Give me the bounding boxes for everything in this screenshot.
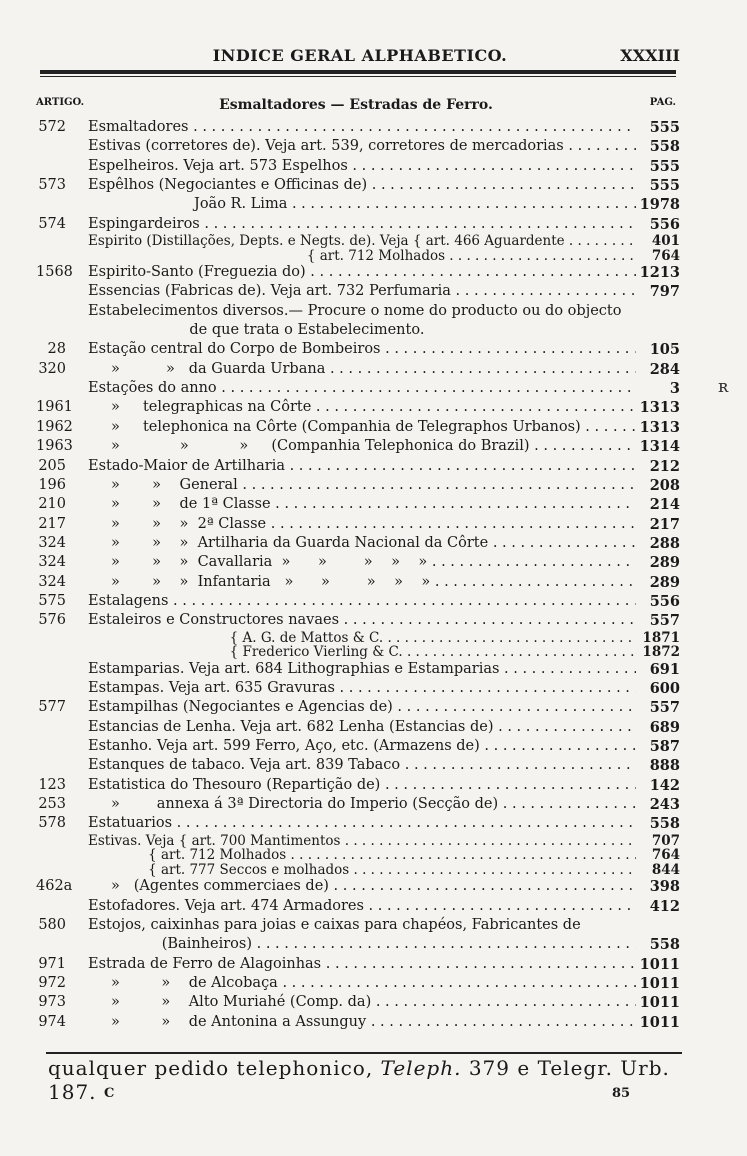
entry-text: Estivas. Veja { art. 700 Mantimentos . . .	[88, 834, 636, 848]
index-entry	[36, 457, 680, 476]
entry-text: { art. 712 Molhados . . .	[88, 249, 636, 263]
entry-text: Estampas. Veja art. 635 Gravuras . . .	[88, 679, 636, 698]
index-entry	[36, 302, 680, 321]
entry-article-number: 28	[47, 341, 66, 358]
page-title: INDICE GERAL ALPHABETICO.	[212, 46, 508, 65]
entry-page-number: 556	[649, 215, 680, 233]
entry-text: Estatuarios . . .	[88, 814, 636, 833]
entry-text: Estabelecimentos diversos.— Procure o nome do producto ou do objecto	[88, 302, 622, 319]
index-entry	[36, 398, 680, 417]
entry-page-number: 243	[649, 796, 680, 813]
entry-page-number: 557	[649, 612, 680, 630]
entry-article-number: 974	[38, 1013, 66, 1030]
entry-page-number: 1011	[639, 994, 680, 1012]
advert-and: e	[517, 1056, 531, 1080]
advert-number-1: 379	[468, 1056, 510, 1080]
entry-page-number: 1011	[639, 955, 680, 973]
entry-page-number: 289	[649, 573, 680, 591]
entry-page-number: 764	[651, 247, 680, 264]
entry-page-number: 217	[649, 515, 680, 533]
entry-article-number: 1963	[36, 438, 73, 455]
entry-article-number: 972	[38, 974, 66, 991]
column-headings	[36, 97, 676, 113]
entry-text: » telephonica na Côrte (Companhia de Telegraphos Urbanos) . . .	[88, 418, 636, 437]
header-rule-thin	[40, 76, 676, 77]
entry-article-number: 580	[38, 916, 66, 933]
entry-article-number: 196	[38, 476, 66, 493]
index-entry	[36, 573, 680, 592]
entry-page-number: 558	[649, 815, 680, 833]
section-heading: Esmaltadores — Estradas de Ferro.	[219, 97, 493, 113]
entry-text: » » » 2ª Classe . . .	[88, 515, 636, 534]
index-entry	[36, 515, 680, 534]
index-entry	[36, 234, 680, 249]
advert-line	[48, 1056, 688, 1104]
index-entry	[36, 437, 680, 456]
entry-text: Estatistica do Thesouro (Repartição de) . . .	[88, 776, 636, 795]
entry-page-number: 707	[651, 832, 680, 849]
index-entry	[36, 916, 680, 935]
entry-text: Espelheiros. Veja art. 573 Espelhos . . .	[88, 157, 636, 176]
entry-article-number: 324	[38, 534, 66, 551]
entry-page-number: 1978	[639, 196, 680, 214]
index-entries	[36, 118, 680, 1032]
index-entry	[36, 1013, 680, 1032]
index-entry	[36, 645, 680, 660]
entry-text: Estofadores. Veja art. 474 Armadores . . .	[88, 897, 636, 916]
entry-page-number: 1313	[639, 418, 680, 436]
entry-page-number: 691	[649, 660, 680, 678]
entry-article-number: 578	[38, 815, 66, 832]
entry-page-number: 208	[649, 476, 680, 494]
entry-text: { Frederico Vierling & C. . . .	[88, 645, 636, 659]
entry-page-number: 555	[649, 119, 680, 136]
entry-article-number: 577	[38, 699, 66, 716]
entry-page-number: 555	[649, 177, 680, 195]
index-entry	[36, 340, 680, 359]
advert-number-2: 187.	[48, 1080, 97, 1104]
entry-article-number: 572	[38, 119, 66, 135]
entry-article-number: 123	[38, 776, 66, 793]
entry-text: Estrada de Ferro de Alagoinhas . . .	[88, 955, 636, 974]
entry-text: » » de 1ª Classe . . .	[88, 495, 636, 514]
entry-page-number: 844	[651, 861, 680, 878]
entry-page-number: 558	[649, 138, 680, 156]
entry-page-number: 764	[651, 847, 680, 864]
entry-article-number: 1568	[36, 264, 73, 281]
entry-article-number: 324	[38, 554, 66, 571]
entry-text: Espingardeiros . . .	[88, 215, 636, 234]
entry-article-number: 574	[38, 215, 66, 232]
entry-text: » annexa á 3ª Directoria do Imperio (Secção de) . . .	[88, 795, 636, 814]
entry-page-number: 1313	[639, 399, 680, 417]
entry-page-number: 557	[649, 699, 680, 717]
entry-article-number: 210	[38, 496, 66, 513]
index-entry	[36, 495, 680, 514]
entry-text: » » General . . .	[88, 476, 636, 495]
entry-article-number: 320	[38, 360, 66, 377]
entry-text: Estampilhas (Negociantes e Agencias de) . . .	[88, 698, 636, 717]
entry-page-number: 401	[651, 233, 680, 250]
index-entry	[36, 863, 680, 878]
entry-text: Estivas (corretores de). Veja art. 539, corretores de mercadorias . . .	[88, 137, 636, 156]
entry-page-number: 600	[649, 679, 680, 697]
page-number-roman: XXXIII	[620, 46, 680, 65]
entry-page-number: 212	[649, 457, 680, 475]
entry-page-number: 797	[649, 283, 680, 301]
entry-page-number: 284	[649, 360, 680, 378]
entry-text: Espirito-Santo (Freguezia do) . . .	[88, 263, 636, 282]
pag-heading: PAG.	[649, 97, 676, 108]
index-entry	[36, 776, 680, 795]
entry-page-number: 558	[649, 936, 680, 954]
index-entry	[36, 249, 680, 264]
index-entry	[36, 631, 680, 646]
entry-article-number: 573	[38, 177, 66, 194]
entry-text: Estanques de tabaco. Veja art. 839 Tabaco . . .	[88, 756, 636, 775]
entry-text: Estamparias. Veja art. 684 Lithographias e Estamparias . . .	[88, 660, 636, 679]
entry-text: Estações do anno . . .	[88, 379, 636, 398]
index-entry	[36, 698, 680, 717]
index-entry	[36, 974, 680, 993]
entry-page-number: 555	[649, 157, 680, 175]
page-header	[40, 46, 680, 68]
entry-text: » » de Antonina a Assunguy . . .	[88, 1013, 636, 1032]
entry-page-number: 1314	[639, 438, 680, 456]
index-entry	[36, 897, 680, 916]
entry-text: » » » Infantaria » » » » » . . .	[88, 573, 636, 592]
entry-text: Estado-Maior de Artilharia . . .	[88, 457, 636, 476]
entry-page-number: 289	[649, 554, 680, 572]
footer-rule	[46, 1052, 682, 1054]
entry-text: { art. 712 Molhados . . .	[88, 848, 636, 862]
index-entry	[36, 321, 680, 340]
header-rule-thick	[40, 70, 676, 74]
index-entry	[36, 195, 680, 214]
index-entry	[36, 360, 680, 379]
entry-text: » telegraphicas na Côrte . . .	[88, 398, 636, 417]
entry-article-number: 1962	[36, 418, 73, 435]
index-entry	[36, 834, 680, 849]
advert-teleph: Teleph.	[380, 1056, 462, 1080]
index-entry	[36, 935, 680, 954]
entry-text: » (Agentes commerciaes de) . . .	[88, 877, 636, 896]
entry-page-number: 412	[649, 897, 680, 915]
entry-page-number: 288	[649, 534, 680, 552]
index-entry	[36, 756, 680, 775]
index-entry	[36, 718, 680, 737]
entry-text: Estação central do Corpo de Bombeiros . . .	[88, 340, 636, 359]
entry-text: Espêlhos (Negociantes e Officinas de) . . .	[88, 176, 636, 195]
entry-page-number: 1871	[642, 629, 680, 646]
index-entry	[36, 476, 680, 495]
index-entry	[36, 282, 680, 301]
entry-page-number: 3	[669, 380, 680, 398]
entry-text: » » Alto Muriahé (Comp. da) . . .	[88, 993, 636, 1012]
entry-text: Estaleiros e Constructores navaes . . .	[88, 611, 636, 630]
entry-text: { A. G. de Mattos & C. . . .	[88, 631, 636, 645]
index-entry	[36, 215, 680, 234]
index-entry	[36, 418, 680, 437]
entry-text: » » de Alcobaça . . .	[88, 974, 636, 993]
entry-article-number: 973	[38, 994, 66, 1011]
entry-text: Estancias de Lenha. Veja art. 682 Lenha (Estancias de) . . .	[88, 718, 636, 737]
entry-page-number: 888	[649, 757, 680, 775]
entry-text: Estojos, caixinhas para joias e caixas para chapéos, Fabricantes de	[88, 916, 581, 933]
index-entry	[36, 379, 680, 398]
entry-page-number: 1011	[639, 974, 680, 992]
entry-text: Essencias (Fabricas de). Veja art. 732 Perfumaria . . .	[88, 282, 636, 301]
index-entry	[36, 553, 680, 572]
entry-page-number: 105	[649, 341, 680, 359]
entry-text: de que trata o Estabelecimento.	[88, 322, 425, 339]
index-entry	[36, 814, 680, 833]
entry-text: Espirito (Distillações, Depts. e Negts. de). Veja { art. 466 Aguardente . . .	[88, 234, 636, 248]
signature-letter: C	[104, 1086, 115, 1101]
entry-page-number: 1011	[639, 1013, 680, 1031]
margin-pencil-mark: ʀ	[718, 376, 729, 397]
entry-text: João R. Lima . . .	[88, 195, 636, 214]
index-entry	[36, 118, 680, 137]
artigo-heading: ARTIGO.	[36, 97, 85, 108]
entry-text: Estanho. Veja art. 599 Ferro, Aço, etc. (Armazens de) . . .	[88, 737, 636, 756]
entry-page-number: 1213	[639, 264, 680, 282]
entry-page-number: 556	[649, 592, 680, 610]
entry-article-number: 324	[38, 573, 66, 590]
index-entry	[36, 848, 680, 863]
entry-text: Estalagens . . .	[88, 592, 636, 611]
advert-text: qualquer pedido telephonico,	[48, 1056, 374, 1080]
entry-page-number: 214	[649, 496, 680, 514]
entry-text: » » da Guarda Urbana . . .	[88, 360, 636, 379]
index-entry	[36, 157, 680, 176]
entry-article-number: 205	[38, 457, 66, 474]
index-entry	[36, 660, 680, 679]
entry-page-number: 398	[649, 878, 680, 896]
entry-page-number: 587	[649, 737, 680, 755]
entry-article-number: 1961	[36, 399, 73, 416]
index-entry	[36, 611, 680, 630]
index-entry	[36, 993, 680, 1012]
entry-article-number: 576	[38, 612, 66, 629]
index-entry	[36, 679, 680, 698]
entry-article-number: 217	[38, 515, 66, 532]
entry-text: { art. 777 Seccos e molhados . . .	[88, 863, 636, 877]
entry-text: (Bainheiros) . . .	[88, 935, 636, 954]
advert-telegr: Telegr. Urb.	[537, 1056, 670, 1080]
entry-page-number: 142	[649, 776, 680, 794]
index-entry	[36, 263, 680, 282]
entry-article-number: 462a	[36, 878, 73, 895]
signature-number: 85	[612, 1086, 631, 1101]
index-entry	[36, 877, 680, 896]
index-entry	[36, 795, 680, 814]
index-entry	[36, 592, 680, 611]
entry-page-number: 1872	[642, 644, 680, 661]
entry-page-number: 689	[649, 718, 680, 736]
entry-article-number: 253	[38, 796, 66, 812]
entry-article-number: 971	[38, 955, 66, 972]
index-entry	[36, 534, 680, 553]
entry-text: » » » Cavallaria » » » » » . . .	[88, 553, 636, 572]
entry-text: Esmaltadores . . .	[88, 118, 636, 137]
entry-text: » » » (Companhia Telephonica do Brazil) . . .	[88, 437, 636, 456]
index-entry	[36, 137, 680, 156]
entry-article-number: 575	[38, 592, 66, 609]
index-entry	[36, 176, 680, 195]
index-entry	[36, 955, 680, 974]
entry-text: » » » Artilharia da Guarda Nacional da Côrte . . .	[88, 534, 636, 553]
index-entry	[36, 737, 680, 756]
